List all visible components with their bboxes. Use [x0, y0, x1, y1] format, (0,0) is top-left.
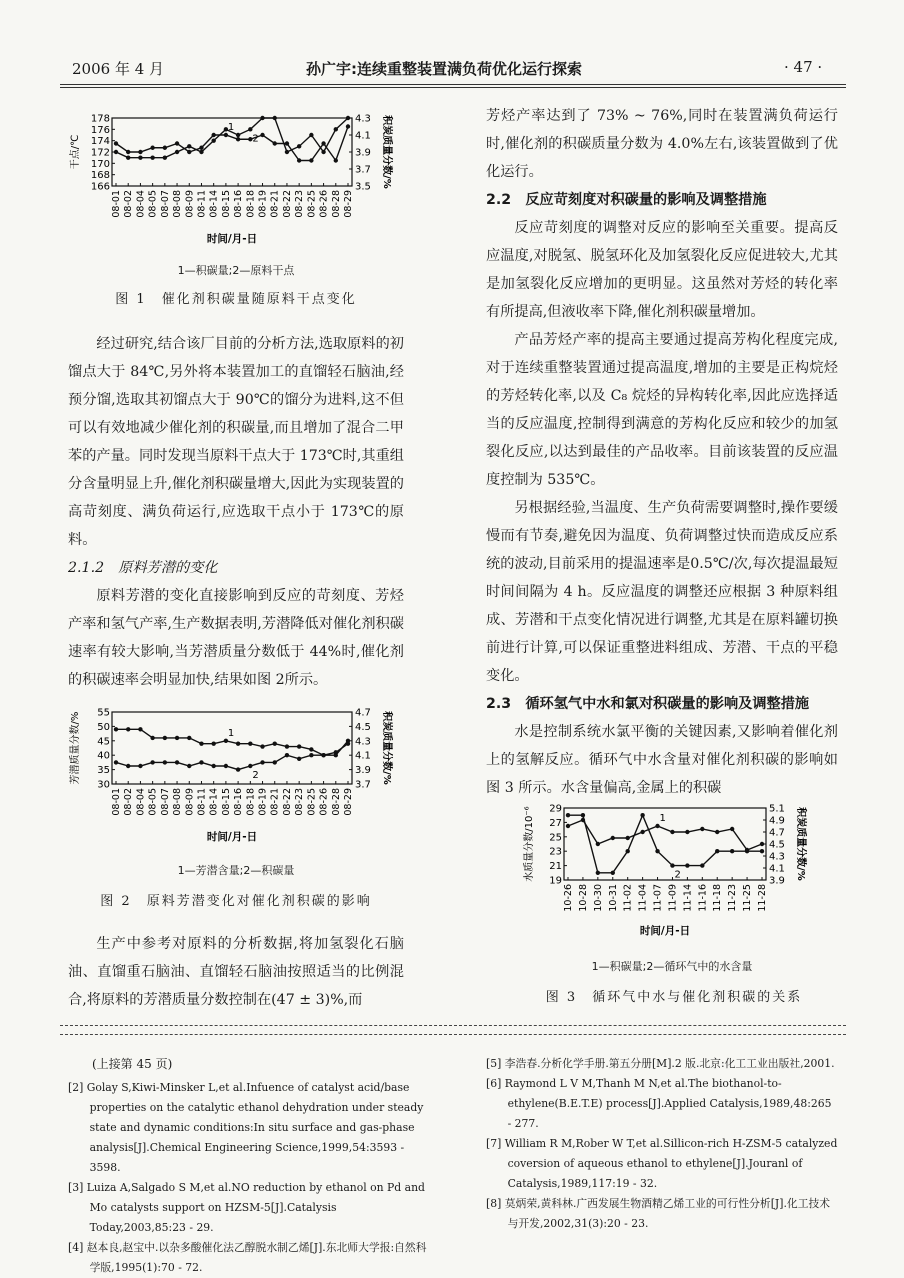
x-tick-label: 11-23	[727, 884, 739, 912]
series-2-point	[138, 155, 142, 159]
y-axis-label-right: 积炭质量分数/%	[381, 115, 392, 189]
x-tick-label: 08-29	[343, 190, 354, 218]
reference-item: [4] 赵本良,赵宝中.以杂多酸催化法乙醇脱水制乙烯[J].东北师大学报:自然科学版,1995(1):70 - 72.	[68, 1241, 427, 1274]
y-tick-label-left: 27	[549, 817, 562, 829]
series-1-point	[126, 727, 130, 731]
x-tick-label: 08-14	[208, 788, 220, 816]
x-tick-label: 08-18	[245, 788, 257, 816]
series-2-point	[321, 753, 325, 757]
section-separator	[60, 1025, 846, 1035]
y-tick-label-left: 35	[97, 765, 110, 777]
series-2-point	[126, 764, 130, 768]
series-2-point	[285, 753, 289, 757]
series-1-point	[150, 146, 154, 150]
y-tick-label-left: 29	[549, 803, 562, 815]
series-1-point	[625, 836, 629, 840]
series-1-point	[211, 133, 215, 137]
figure-3-caption: 图 3 循环气中水与催化剂积碳的关系	[545, 990, 803, 1005]
series-1-point	[715, 830, 719, 834]
x-tick-label: 11-09	[667, 884, 679, 912]
series-2-point	[670, 863, 674, 867]
y-tick-label-right: 3.9	[355, 147, 371, 159]
series-1-point	[138, 727, 142, 731]
y-tick-label-right: 4.1	[355, 750, 371, 762]
y-tick-label-right: 5.1	[769, 803, 785, 815]
series-2-point	[211, 764, 215, 768]
right-column	[486, 102, 838, 802]
x-tick-label: 08-28	[330, 788, 342, 816]
series-1-point	[685, 830, 689, 834]
x-tick-label: 08-05	[147, 190, 159, 218]
x-tick-label: 08-11	[196, 788, 208, 816]
x-tick-label: 10-26	[563, 884, 574, 912]
series-1-point	[309, 158, 313, 162]
figure-3-legend: 1—积碳量;2—循环气中的水含量	[591, 960, 753, 973]
y-tick-label-left: 178	[90, 113, 110, 125]
series-label: 1	[227, 727, 235, 739]
figure-1-legend: 1—积碳量;2—原料干点	[177, 264, 295, 277]
series-1-point	[236, 741, 240, 745]
series-1-point	[566, 824, 570, 828]
x-tick-label: 08-25	[306, 189, 318, 218]
paragraph: 反应苛刻度的调整对反应的影响至关重要。提高反应温度,对脱氢、脱氢环化及加氢裂化反应促进较大,尤其是加氢裂化反应增加的更明显。这虽然对芳烃的转化率有所提高,但液收率下降,催化剂积碳量增加。	[486, 220, 838, 320]
section-heading-2-1-2: 2.1.2 原料芳潜的变化	[68, 560, 218, 576]
series-1-point	[297, 158, 301, 162]
series-2-point	[640, 813, 644, 817]
series-2-point	[625, 849, 629, 853]
series-1-point	[285, 141, 289, 145]
figure-2-svg	[68, 706, 404, 846]
x-tick-label: 08-05	[147, 788, 159, 816]
series-2-point	[199, 150, 203, 154]
x-tick-label: 08-23	[294, 190, 306, 218]
x-tick-label: 10-28	[577, 884, 589, 912]
y-tick-label-right: 4.7	[769, 827, 785, 839]
series-2-point	[273, 760, 277, 764]
y-tick-label-left: 55	[97, 707, 110, 719]
series-2-point	[114, 760, 118, 764]
series-2-point	[730, 849, 734, 853]
series-2-point	[138, 764, 142, 768]
x-tick-label: 08-25	[306, 788, 318, 816]
page-header	[0, 56, 904, 86]
series-1-point	[199, 146, 203, 150]
series-1-point	[670, 830, 674, 834]
series-1-point	[175, 736, 179, 740]
y-tick-label-right: 4.1	[355, 130, 371, 142]
x-tick-label: 11-02	[622, 884, 634, 912]
x-tick-label: 08-21	[269, 788, 281, 816]
y-tick-label-left: 172	[90, 147, 110, 159]
y-tick-label-left: 21	[549, 861, 562, 873]
references-right	[486, 1054, 838, 1234]
series-label: 2	[252, 133, 259, 145]
series-2-point	[297, 144, 301, 148]
header-rule-double	[60, 87, 846, 88]
y-axis-label-left: 干点/℃	[70, 134, 81, 170]
series-2-point	[211, 138, 215, 142]
y-axis-label-left: 水质量分数/10⁻⁶	[524, 806, 535, 882]
x-tick-label: 08-22	[281, 788, 293, 816]
series-1-point	[211, 741, 215, 745]
paragraph: 原料芳潜的变化直接影响到反应的苛刻度、芳烃产率和氢气产率,生产数据表明,芳潜降低对催化剂积碳速率有较大影响,当芳潜质量分数低于 44%时,催化剂的积碳速率会明显加快,结果如图 2所示。	[68, 588, 404, 688]
series-1-point	[199, 741, 203, 745]
series-1-point	[334, 158, 338, 162]
plot-frame	[112, 712, 352, 784]
section-heading-2-2: 2.2 反应苛刻度对积碳量的影响及调整措施	[486, 192, 767, 208]
series-2-point	[187, 764, 191, 768]
series-label: 1	[659, 813, 666, 824]
series-1-point	[273, 741, 277, 745]
y-tick-label-left: 25	[549, 832, 562, 844]
x-tick-label: 08-02	[123, 788, 135, 816]
reference-item: [6] Raymond L V M,Thanh M N,et al.The biothanol-to-ethylene(B.E.T.E) process[J].Applied Catalysis,1989,48:265 - 277.	[486, 1077, 832, 1130]
series-2-point	[334, 753, 338, 757]
x-tick-label: 08-19	[257, 190, 269, 218]
header-title: 孙广宇:连续重整装置满负荷优化运行探索	[306, 60, 583, 78]
x-tick-label: 11-04	[637, 884, 649, 912]
figure-1-chart	[68, 108, 404, 248]
figure-2-legend: 1—芳潜含量;2—积碳量	[177, 864, 295, 877]
header-page-number: · 47 ·	[784, 58, 823, 76]
series-1-point	[114, 141, 118, 145]
reference-item: [5] 李浩春.分析化学手册.第五分册[M].2 版.北京:化工工业出版社,2001.	[486, 1057, 835, 1070]
y-tick-label-right: 4.5	[355, 721, 371, 733]
series-1-point	[700, 827, 704, 831]
figure-1-svg	[68, 108, 404, 248]
series-2-point	[581, 813, 585, 817]
series-1-point	[655, 824, 659, 828]
y-tick-label-right: 3.7	[355, 164, 371, 176]
x-tick-label: 08-16	[233, 190, 245, 218]
series-2-point	[150, 760, 154, 764]
series-1-point	[596, 842, 600, 846]
series-1-point	[260, 133, 264, 137]
series-1-point	[175, 141, 179, 145]
series-1-point	[248, 741, 252, 745]
y-tick-label-right: 4.7	[355, 707, 371, 719]
x-tick-label: 08-15	[220, 788, 232, 816]
series-2-point	[224, 127, 228, 131]
x-tick-label: 08-19	[257, 788, 269, 816]
y-tick-label-right: 4.9	[769, 815, 785, 827]
y-tick-label-left: 40	[97, 750, 110, 762]
series-2-point	[566, 813, 570, 817]
series-2-point	[187, 144, 191, 148]
series-2-point	[273, 116, 277, 120]
series-2-point	[199, 760, 203, 764]
y-tick-label-left: 23	[549, 846, 562, 858]
series-2-point	[126, 155, 130, 159]
series-1-point	[730, 827, 734, 831]
paragraph: 另根据经验,当温度、生产负荷需要调整时,操作要缓慢而有节奏,避免因为温度、负荷调整过快而造成反应系统的波动,目前采用的提温速率是0.5℃/次,每次提温最短时间间隔为 4 h。反应温度的调整还应根据 3 种原料组成、芳潜和干点变化情况进行调整,尤其是在原料罐切换前进行计算,可以保证重整进料组成、芳潜、干点的平稳变化。	[486, 500, 838, 684]
y-axis-label-right: 积炭质量分数/%	[795, 807, 806, 881]
x-tick-label: 08-08	[172, 788, 184, 816]
x-tick-label: 08-26	[318, 190, 330, 218]
series-1-point	[126, 150, 130, 154]
y-tick-label-right: 3.7	[355, 779, 371, 791]
series-2-point	[685, 863, 689, 867]
y-tick-label-right: 4.3	[355, 736, 371, 748]
x-tick-label: 08-01	[111, 788, 122, 816]
series-2-point	[236, 767, 240, 771]
series-2-point	[346, 739, 350, 743]
x-tick-label: 08-16	[233, 788, 245, 816]
x-tick-label: 08-08	[172, 190, 184, 218]
series-1-point	[346, 124, 350, 128]
y-tick-label-right: 4.1	[769, 863, 785, 875]
series-1-point	[285, 744, 289, 748]
header-rule	[60, 84, 846, 85]
series-2-point	[150, 155, 154, 159]
figure-3-svg	[522, 802, 822, 940]
paragraph: 芳烃产率达到了 73% ~ 76%,同时在装置满负荷运行时,催化剂的积碳质量分数为 4.0%左右,该装置做到了优化运行。	[486, 108, 838, 180]
y-tick-label-right: 4.3	[355, 113, 371, 125]
reference-item: [3] Luiza A,Salgado S M,et al.NO reduction by ethanol on Pd and Mo catalysts support on HZSM-5[J].Catalysis Today,2003,85:23 - 29.	[68, 1181, 425, 1234]
x-tick-label: 08-15	[220, 190, 232, 218]
series-1-point	[611, 836, 615, 840]
x-tick-label: 08-07	[159, 788, 171, 816]
paragraph: 经过研究,结合该厂目前的分析方法,选取原料的初馏点大于 84℃,另外将本装置加工的直馏轻石脑油,经预分馏,选取其初馏点大于 90℃的馏分为进料,这不但可以有效地减少催化剂的积碳量,而且增加了混合二甲苯的产量。同时发现当原料干点大于 173℃时,其重组分含量明显上升,催化剂积碳量增大,因此为实现装置的高苛刻度、满负荷运行,应选取干点小于 173℃的原料。	[68, 336, 404, 548]
series-2-point	[285, 150, 289, 154]
x-tick-label: 08-28	[330, 190, 342, 218]
x-tick-label: 08-09	[184, 190, 196, 218]
series-2-point	[309, 753, 313, 757]
series-1-point	[150, 736, 154, 740]
series-2-point	[655, 849, 659, 853]
x-tick-label: 08-14	[208, 190, 220, 218]
x-axis-label: 时间/月-日	[639, 925, 691, 937]
series-1-point	[236, 137, 240, 141]
x-tick-label: 08-29	[343, 788, 354, 816]
y-tick-label-left: 166	[90, 181, 110, 193]
y-tick-label-right: 4.3	[769, 851, 785, 863]
series-1-point	[224, 739, 228, 743]
series-2-point	[346, 116, 350, 120]
y-tick-label-left: 30	[97, 779, 110, 791]
x-axis-label: 时间/月-日	[206, 233, 258, 245]
x-axis-label: 时间/月-日	[206, 831, 258, 843]
series-2-point	[715, 849, 719, 853]
series-label: 2	[674, 869, 681, 881]
x-tick-label: 11-14	[682, 884, 694, 912]
x-tick-label: 08-04	[135, 788, 147, 816]
paragraph: 水是控制系统水氯平衡的关键因素,又影响着催化剂上的氢解反应。循环气中水含量对催化剂积碳的影响如图 3 所示。水含量偏高,金属上的积碳	[486, 724, 838, 796]
reference-item: [2] Golay S,Kiwi-Minsker L,et al.Infuence of catalyst acid/base properties on the catalytic ethanol dehydration under steady state and dynamic conditions:In situ surface and gas-phase analysis[J].Chemical Engineering Science,1999,54:3593 - 3598.	[68, 1081, 424, 1174]
x-tick-label: 08-18	[245, 190, 257, 218]
series-1-point	[260, 744, 264, 748]
series-2-point	[248, 127, 252, 131]
x-tick-label: 11-18	[712, 884, 724, 912]
series-2-point	[114, 150, 118, 154]
series-2-point	[260, 760, 264, 764]
x-tick-label: 08-02	[123, 190, 135, 218]
y-tick-label-right: 3.9	[355, 765, 371, 777]
x-tick-label: 08-21	[269, 190, 281, 218]
paragraph: 生产中参考对原料的分析数据,将加氢裂化石脑油、直馏重石脑油、直馏轻石脑油按照适当的比例混合,将原料的芳潜质量分数控制在(47 ± 3)%,而	[68, 936, 404, 1008]
x-tick-label: 08-07	[159, 190, 171, 218]
y-axis-label-left: 芳潜质量分数/%	[70, 711, 81, 785]
series-label: 1	[227, 122, 235, 133]
series-1-point	[224, 133, 228, 137]
figure-2-chart	[68, 706, 404, 846]
series-2-point	[248, 764, 252, 768]
series-1-point	[309, 747, 313, 751]
y-tick-label-right: 3.5	[355, 181, 371, 193]
section-heading-2-3: 2.3 循环氢气中水和氯对积碳量的影响及调整措施	[486, 696, 810, 712]
series-label: 2	[252, 770, 259, 781]
y-tick-label-right: 4.5	[769, 839, 785, 851]
series-1-point	[273, 141, 277, 145]
y-tick-label-right: 3.9	[769, 875, 785, 887]
series-2-point	[175, 150, 179, 154]
x-tick-label: 11-16	[697, 884, 709, 912]
reference-item: [8] 莫炳荣,黄科林.广西发展生物酒精乙烯工业的可行性分析[J].化工技术与开发,2002,31(3):20 - 23.	[486, 1197, 831, 1230]
y-tick-label-left: 176	[90, 124, 110, 136]
series-2-point	[760, 849, 764, 853]
left-column	[68, 330, 404, 694]
y-tick-label-left: 174	[90, 136, 110, 148]
x-tick-label: 11-28	[757, 884, 768, 912]
figure-1-caption: 图 1 催化剂积碳量随原料干点变化	[115, 292, 357, 307]
series-1-point	[321, 141, 325, 145]
references-left	[68, 1054, 430, 1278]
x-tick-label: 08-26	[318, 788, 330, 816]
x-tick-label: 08-01	[111, 190, 122, 218]
series-1-point	[187, 736, 191, 740]
series-1-point	[297, 744, 301, 748]
series-2-point	[163, 760, 167, 764]
series-2-point	[260, 116, 264, 120]
series-1-point	[187, 150, 191, 154]
series-2-point	[611, 871, 615, 875]
y-tick-label-left: 19	[549, 875, 562, 887]
series-2-point	[224, 764, 228, 768]
continued-note: (上接第 45 页)	[92, 1057, 173, 1071]
y-axis-label-right: 积炭质量分数/%	[381, 711, 392, 785]
series-2-point	[309, 133, 313, 137]
reference-item: [7] William R M,Rober W T,et al.Sillicon-rich H-ZSM-5 catalyzed coversion of aqueous ethanol to ethylene[J].Jouranl of Catalysis,1989,117:19 - 32.	[486, 1137, 838, 1190]
series-2-point	[596, 871, 600, 875]
series-2-point	[297, 757, 301, 761]
series-2-point	[236, 133, 240, 137]
series-1-point	[640, 830, 644, 834]
y-tick-label-left: 45	[97, 736, 110, 748]
header-date: 2006 年 4 月	[72, 60, 165, 78]
series-1-point	[163, 736, 167, 740]
series-1-point	[163, 146, 167, 150]
x-tick-label: 10-31	[607, 884, 619, 912]
y-tick-label-left: 168	[90, 170, 110, 182]
x-tick-label: 08-04	[135, 190, 147, 218]
paragraph: 产品芳烃产率的提高主要通过提高芳构化程度完成,对于连续重整装置通过提高温度,增加的主要是正构烷烃的芳烃转化率,以及 C₈ 烷烃的异构转化率,因此应选择适当的反应温度,控制得到满意的芳构化反应和较少的加氢裂化反应,以达到最佳的产品收率。目前该装置的反应温度控制为 535℃。	[486, 332, 838, 488]
x-tick-label: 10-30	[592, 884, 604, 912]
series-2-point	[745, 849, 749, 853]
series-2-point	[321, 150, 325, 154]
series-1-point	[114, 727, 118, 731]
series-2-point	[700, 863, 704, 867]
y-tick-label-left: 50	[97, 721, 110, 733]
x-tick-label: 08-22	[281, 190, 293, 218]
y-tick-label-left: 170	[90, 158, 110, 170]
series-2-point	[175, 760, 179, 764]
x-tick-label: 11-25	[742, 884, 754, 912]
figure-3-chart	[522, 802, 822, 940]
series-2-point	[163, 155, 167, 159]
left-column-bottom	[68, 930, 404, 1014]
x-tick-label: 11-07	[652, 884, 664, 912]
series-1-point	[138, 150, 142, 154]
series-1-point	[760, 842, 764, 846]
x-tick-label: 08-23	[294, 788, 306, 816]
x-tick-label: 08-09	[184, 788, 196, 816]
x-tick-label: 08-11	[196, 190, 208, 218]
series-2-point	[334, 127, 338, 131]
figure-2-caption: 图 2 原料芳潜变化对催化剂积碳的影响	[100, 894, 372, 909]
